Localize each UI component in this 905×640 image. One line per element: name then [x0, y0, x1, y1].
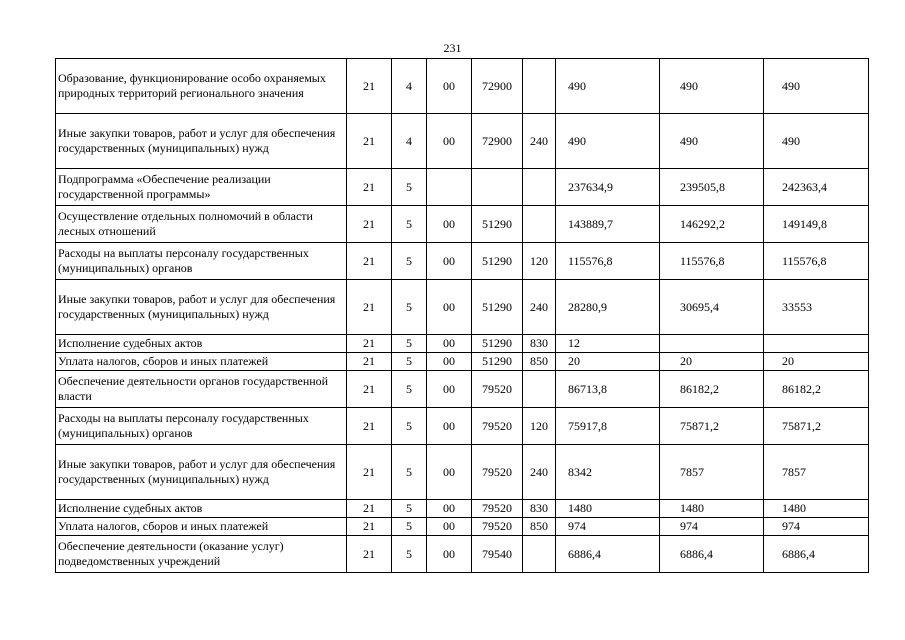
ministry-code-cell: 21 [347, 371, 392, 408]
subprogram-code-cell: 5 [392, 445, 427, 500]
table-row [56, 371, 869, 408]
target-article-cell: 79540 [472, 536, 523, 573]
amount-year2-cell: 1480 [660, 500, 764, 518]
amount-year3-cell: 115576,8 [764, 243, 869, 280]
target-article-cell: 79520 [472, 371, 523, 408]
amount-year2-cell: 490 [660, 114, 764, 169]
expense-type-cell [523, 169, 556, 206]
table-row [56, 353, 869, 371]
target-article-cell [472, 169, 523, 206]
amount-year2-cell: 974 [660, 518, 764, 536]
target-article-cell: 51290 [472, 206, 523, 243]
expense-type-cell: 850 [523, 518, 556, 536]
table-row [56, 518, 869, 536]
expense-name-cell: Подпрограмма «Обеспечение реализации государственной программы» [56, 169, 347, 206]
ministry-code-cell: 21 [347, 114, 392, 169]
expense-type-cell: 830 [523, 500, 556, 518]
amount-year1-cell: 237634,9 [556, 169, 660, 206]
subprogram-code-cell: 5 [392, 518, 427, 536]
amount-year3-cell: 149149,8 [764, 206, 869, 243]
direction-code-cell: 00 [427, 335, 472, 353]
subprogram-code-cell: 5 [392, 280, 427, 335]
expense-name-cell: Обеспечение деятельности органов государственной власти [56, 371, 347, 408]
amount-year1-cell: 75917,8 [556, 408, 660, 445]
direction-code-cell [427, 169, 472, 206]
amount-year1-cell: 143889,7 [556, 206, 660, 243]
amount-year2-cell: 20 [660, 353, 764, 371]
expense-name-cell: Расходы на выплаты персоналу государственных (муниципальных) органов [56, 408, 347, 445]
table-row [56, 500, 869, 518]
subprogram-code-cell: 5 [392, 500, 427, 518]
expense-type-cell [523, 206, 556, 243]
amount-year1-cell: 490 [556, 59, 660, 114]
amount-year1-cell: 6886,4 [556, 536, 660, 573]
amount-year1-cell: 20 [556, 353, 660, 371]
amount-year2-cell: 86182,2 [660, 371, 764, 408]
page-number: 231 [443, 41, 462, 55]
expense-type-cell: 120 [523, 408, 556, 445]
expense-name-cell: Расходы на выплаты персоналу государственных (муниципальных) органов [56, 243, 347, 280]
direction-code-cell: 00 [427, 206, 472, 243]
direction-code-cell: 00 [427, 536, 472, 573]
subprogram-code-cell: 5 [392, 335, 427, 353]
amount-year2-cell: 75871,2 [660, 408, 764, 445]
expense-type-cell [523, 371, 556, 408]
expense-name-cell: Уплата налогов, сборов и иных платежей [56, 518, 347, 536]
ministry-code-cell: 21 [347, 353, 392, 371]
amount-year2-cell: 490 [660, 59, 764, 114]
ministry-code-cell: 21 [347, 536, 392, 573]
expense-type-cell [523, 59, 556, 114]
ministry-code-cell: 21 [347, 59, 392, 114]
expense-name-cell: Исполнение судебных актов [56, 335, 347, 353]
expense-name-cell: Иные закупки товаров, работ и услуг для обеспечения государственных (муниципальных) нужд [56, 445, 347, 500]
table-row [56, 206, 869, 243]
amount-year3-cell: 1480 [764, 500, 869, 518]
ministry-code-cell: 21 [347, 445, 392, 500]
table-row [56, 169, 869, 206]
subprogram-code-cell: 4 [392, 114, 427, 169]
ministry-code-cell: 21 [347, 169, 392, 206]
amount-year2-cell: 115576,8 [660, 243, 764, 280]
amount-year1-cell: 12 [556, 335, 660, 353]
expense-name-cell: Уплата налогов, сборов и иных платежей [56, 353, 347, 371]
direction-code-cell: 00 [427, 114, 472, 169]
table-row [56, 445, 869, 500]
target-article-cell: 79520 [472, 445, 523, 500]
ministry-code-cell: 21 [347, 500, 392, 518]
table-row [56, 59, 869, 114]
direction-code-cell: 00 [427, 371, 472, 408]
amount-year3-cell: 7857 [764, 445, 869, 500]
table-row [56, 408, 869, 445]
direction-code-cell: 00 [427, 408, 472, 445]
amount-year3-cell: 6886,4 [764, 536, 869, 573]
amount-year2-cell: 7857 [660, 445, 764, 500]
target-article-cell: 79520 [472, 518, 523, 536]
amount-year1-cell: 8342 [556, 445, 660, 500]
subprogram-code-cell: 4 [392, 59, 427, 114]
subprogram-code-cell: 5 [392, 169, 427, 206]
budget-table [55, 58, 869, 573]
amount-year3-cell: 20 [764, 353, 869, 371]
amount-year3-cell [764, 335, 869, 353]
ministry-code-cell: 21 [347, 206, 392, 243]
direction-code-cell: 00 [427, 243, 472, 280]
expense-type-cell: 850 [523, 353, 556, 371]
amount-year1-cell: 28280,9 [556, 280, 660, 335]
subprogram-code-cell: 5 [392, 206, 427, 243]
amount-year3-cell: 242363,4 [764, 169, 869, 206]
target-article-cell: 72900 [472, 59, 523, 114]
target-article-cell: 51290 [472, 335, 523, 353]
target-article-cell: 51290 [472, 243, 523, 280]
target-article-cell: 51290 [472, 353, 523, 371]
amount-year3-cell: 490 [764, 114, 869, 169]
table-body [56, 59, 869, 573]
direction-code-cell: 00 [427, 353, 472, 371]
ministry-code-cell: 21 [347, 243, 392, 280]
amount-year1-cell: 115576,8 [556, 243, 660, 280]
expense-type-cell: 120 [523, 243, 556, 280]
expense-name-cell: Исполнение судебных актов [56, 500, 347, 518]
expense-type-cell: 830 [523, 335, 556, 353]
amount-year2-cell: 6886,4 [660, 536, 764, 573]
amount-year1-cell: 974 [556, 518, 660, 536]
expense-type-cell [523, 536, 556, 573]
expense-type-cell: 240 [523, 114, 556, 169]
direction-code-cell: 00 [427, 280, 472, 335]
expense-name-cell: Иные закупки товаров, работ и услуг для обеспечения государственных (муниципальных) нужд [56, 280, 347, 335]
table-row [56, 280, 869, 335]
target-article-cell: 51290 [472, 280, 523, 335]
table-row [56, 243, 869, 280]
ministry-code-cell: 21 [347, 335, 392, 353]
direction-code-cell: 00 [427, 518, 472, 536]
expense-name-cell: Осуществление отдельных полномочий в области лесных отношений [56, 206, 347, 243]
amount-year2-cell: 239505,8 [660, 169, 764, 206]
expense-type-cell: 240 [523, 445, 556, 500]
expense-name-cell: Образование, функционирование особо охраняемых природных территорий регионального значения [56, 59, 347, 114]
direction-code-cell: 00 [427, 500, 472, 518]
amount-year1-cell: 86713,8 [556, 371, 660, 408]
expense-type-cell: 240 [523, 280, 556, 335]
target-article-cell: 72900 [472, 114, 523, 169]
amount-year3-cell: 86182,2 [764, 371, 869, 408]
amount-year2-cell [660, 335, 764, 353]
direction-code-cell: 00 [427, 445, 472, 500]
amount-year1-cell: 490 [556, 114, 660, 169]
table-row [56, 335, 869, 353]
subprogram-code-cell: 5 [392, 353, 427, 371]
amount-year1-cell: 1480 [556, 500, 660, 518]
target-article-cell: 79520 [472, 408, 523, 445]
expense-name-cell: Иные закупки товаров, работ и услуг для обеспечения государственных (муниципальных) нужд [56, 114, 347, 169]
ministry-code-cell: 21 [347, 280, 392, 335]
amount-year2-cell: 146292,2 [660, 206, 764, 243]
subprogram-code-cell: 5 [392, 243, 427, 280]
amount-year3-cell: 75871,2 [764, 408, 869, 445]
amount-year3-cell: 974 [764, 518, 869, 536]
subprogram-code-cell: 5 [392, 371, 427, 408]
amount-year2-cell: 30695,4 [660, 280, 764, 335]
table-row [56, 536, 869, 573]
ministry-code-cell: 21 [347, 518, 392, 536]
ministry-code-cell: 21 [347, 408, 392, 445]
direction-code-cell: 00 [427, 59, 472, 114]
subprogram-code-cell: 5 [392, 536, 427, 573]
expense-name-cell: Обеспечение деятельности (оказание услуг) подведомственных учреждений [56, 536, 347, 573]
table-row [56, 114, 869, 169]
amount-year3-cell: 490 [764, 59, 869, 114]
target-article-cell: 79520 [472, 500, 523, 518]
amount-year3-cell: 33553 [764, 280, 869, 335]
subprogram-code-cell: 5 [392, 408, 427, 445]
